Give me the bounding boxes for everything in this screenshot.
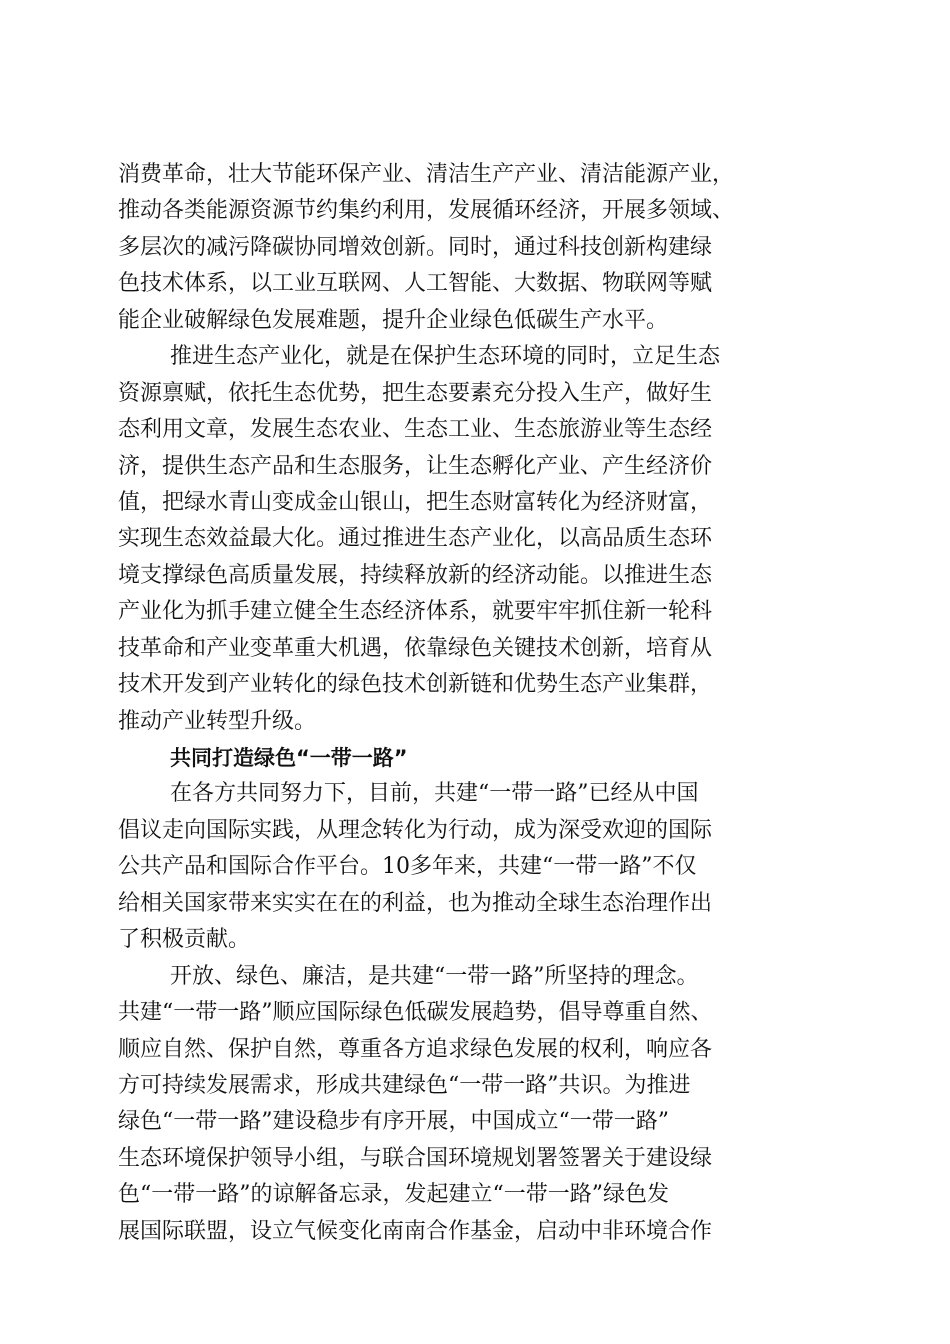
body-text-line: 推动产业转型升级。 xyxy=(118,708,317,734)
body-text-line: 了积极贡献。 xyxy=(118,927,251,953)
body-text-line: 色“一带一路”的谅解备忘录，发起建立“一带一路”绿色发 xyxy=(118,1182,669,1208)
body-text-line: 顺应自然、保护自然，尊重各方追求绿色发展的权利，响应各 xyxy=(118,1036,713,1062)
body-text-line: 产业化为抓手建立健全生态经济体系，就要牢牢抓住新一轮科 xyxy=(118,599,713,625)
body-text-line: 色技术体系，以工业互联网、人工智能、大数据、物联网等赋 xyxy=(118,271,713,297)
body-text-line: 方可持续发展需求，形成共建绿色“一带一路”共识。为推进 xyxy=(118,1072,691,1098)
body-text-line: 技术开发到产业转化的绿色技术创新链和优势生态产业集群， xyxy=(118,672,713,698)
body-text-line: 推动各类能源资源节约集约利用，发展循环经济，开展多领域、 xyxy=(118,198,735,224)
body-text-line: 共建“一带一路”顺应国际绿色低碳发展趋势，倡导尊重自然、 xyxy=(118,1000,713,1026)
paragraph-first-line: 推进生态产业化，就是在保护生态环境的同时，立足生态 xyxy=(170,344,721,370)
body-text-line: 生态环境保护领导小组，与联合国环境规划署签署关于建设绿 xyxy=(118,1145,713,1171)
body-text-line: 能企业破解绿色发展难题，提升企业绿色低碳生产水平。 xyxy=(118,307,669,333)
body-text-line: 绿色“一带一路”建设稳步有序开展，中国成立“一带一路” xyxy=(118,1109,669,1135)
body-text-line: 值，把绿水青山变成金山银山，把生态财富转化为经济财富， xyxy=(118,489,713,515)
body-text-line: 公共产品和国际合作平台。10多年来，共建“一带一路”不仅 xyxy=(118,854,697,880)
body-text-line: 多层次的减污降碳协同增效创新。同时，通过科技创新构建绿 xyxy=(118,234,713,260)
document-body xyxy=(118,157,838,1250)
body-text-line: 给相关国家带来实实在在的利益，也为推动全球生态治理作出 xyxy=(118,890,713,916)
body-text-line: 实现生态效益最大化。通过推进生态产业化，以高品质生态环 xyxy=(118,526,713,552)
body-text-line: 展国际联盟，设立气候变化南南合作基金，启动中非环境合作 xyxy=(118,1218,713,1244)
body-text-line: 倡议走向国际实践，从理念转化为行动，成为深受欢迎的国际 xyxy=(118,817,713,843)
body-text-line: 济，提供生态产品和生态服务，让生态孵化产业、产生经济价 xyxy=(118,453,713,479)
body-text-line: 资源禀赋，依托生态优势，把生态要素充分投入生产，做好生 xyxy=(118,380,713,406)
paragraph-first-line: 在各方共同努力下，目前，共建“一带一路”已经从中国 xyxy=(170,781,699,807)
body-text-line: 态利用文章，发展生态农业、生态工业、生态旅游业等生态经 xyxy=(118,417,713,443)
body-text-line: 境支撑绿色高质量发展，持续释放新的经济动能。以推进生态 xyxy=(118,562,713,588)
body-text-line: 消费革命，壮大节能环保产业、清洁生产产业、清洁能源产业， xyxy=(118,162,735,187)
body-text-line: 技革命和产业变革重大机遇，依靠绿色关键技术创新，培育从 xyxy=(118,635,713,661)
section-heading: 共同打造绿色“一带一路” xyxy=(170,746,408,770)
paragraph-first-line: 开放、绿色、廉洁，是共建“一带一路”所坚持的理念。 xyxy=(170,963,699,989)
